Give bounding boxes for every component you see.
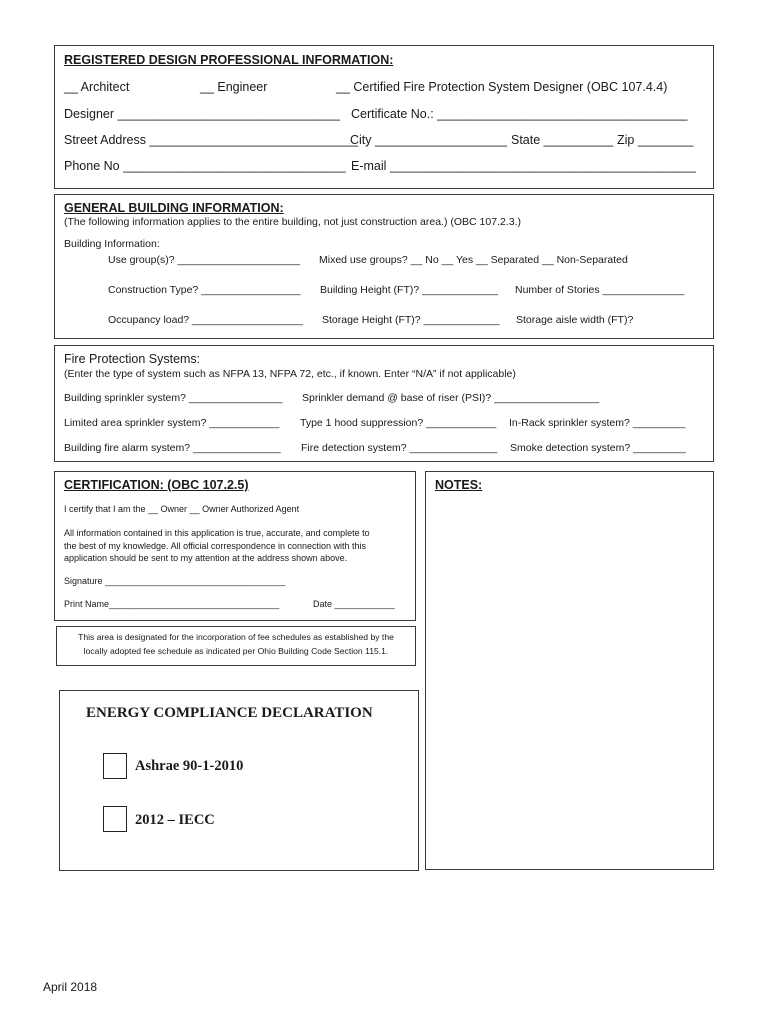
storage-aisle-width-label[interactable]: Storage aisle width (FT)? [516, 314, 634, 326]
iecc-label: 2012 – IECC [135, 812, 215, 828]
fee-schedule-text [56, 630, 416, 658]
certified-designer-option[interactable]: __ Certified Fire Protection System Designer (OBC 107.4.4) [336, 80, 668, 94]
zip-field[interactable]: Zip ________ [617, 133, 694, 147]
state-field[interactable]: State __________ [511, 133, 614, 147]
designer-field[interactable]: Designer ________________________________ [64, 107, 340, 121]
building-height-field[interactable]: Building Height (FT)? _____________ [320, 284, 499, 296]
certify-statement[interactable]: I certify that I am the __ Owner __ Owner Authorized Agent [64, 504, 300, 514]
fire-detection-field[interactable]: Fire detection system? _______________ [301, 442, 498, 454]
use-groups-field[interactable]: Use group(s)? _____________________ [108, 254, 301, 266]
notes-title: NOTES: [435, 478, 483, 492]
sprinkler-demand-field[interactable]: Sprinkler demand @ base of riser (PSI)? __________________ [302, 392, 600, 404]
stories-field[interactable]: Number of Stories ______________ [515, 284, 685, 296]
certification-title: CERTIFICATION: (OBC 107.2.5) [64, 478, 249, 492]
hood-suppression-field[interactable]: Type 1 hood suppression? ____________ [300, 417, 497, 429]
print-name-field[interactable]: Print Name__________________________________ [64, 599, 280, 609]
ashrae-label: Ashrae 90-1-2010 [135, 758, 244, 774]
architect-option[interactable]: __ Architect [64, 80, 130, 94]
fire-alarm-field[interactable]: Building fire alarm system? _______________ [64, 442, 281, 454]
phone-field[interactable]: Phone No ________________________________ [64, 159, 346, 173]
iecc-checkbox[interactable] [103, 806, 127, 832]
storage-height-field[interactable]: Storage Height (FT)? _____________ [322, 314, 500, 326]
energy-title: ENERGY COMPLIANCE DECLARATION [86, 705, 373, 721]
certification-paragraph-line: All information contained in this application is true, accurate, and complete to [64, 528, 370, 538]
mixed-use-field[interactable]: Mixed use groups? __ No __ Yes __ Separated __ Non-Separated [319, 254, 628, 266]
fps-note: (Enter the type of system such as NFPA 13, NFPA 72, etc., if known. Enter “N/A” if not applicable) [64, 368, 516, 380]
fps-title: Fire Protection Systems: [64, 352, 201, 366]
gbi-note: (The following information applies to the entire building, not just construction area.) (OBC 107.2.3.) [64, 216, 521, 228]
building-info-label: Building Information: [64, 238, 160, 250]
notes-area[interactable] [432, 496, 707, 864]
limited-sprinkler-field[interactable]: Limited area sprinkler system? ____________ [64, 417, 280, 429]
gbi-title: GENERAL BUILDING INFORMATION: [64, 201, 284, 215]
fee-schedule-line: This area is designated for the incorporation of fee schedules as established by the [78, 632, 394, 642]
city-field[interactable]: City ___________________ [350, 133, 508, 147]
date-field[interactable]: Date ____________ [313, 599, 395, 609]
footer-date: April 2018 [43, 980, 98, 994]
certification-paragraph-line: application should be sent to my attention at the address shown above. [64, 553, 348, 563]
certification-paragraph-line: the best of my knowledge. All official correspondence in connection with this [64, 541, 367, 551]
construction-type-field[interactable]: Construction Type? _________________ [108, 284, 301, 296]
signature-field[interactable]: Signature ____________________________________ [64, 576, 286, 586]
ashrae-checkbox[interactable] [103, 753, 127, 779]
sprinkler-field[interactable]: Building sprinkler system? ________________ [64, 392, 283, 404]
rdp-title: REGISTERED DESIGN PROFESSIONAL INFORMATION: [64, 53, 394, 67]
certificate-field[interactable]: Certificate No.: ____________________________________ [351, 107, 688, 121]
email-field[interactable]: E-mail ____________________________________________ [351, 159, 696, 173]
in-rack-sprinkler-field[interactable]: In-Rack sprinkler system? _________ [509, 417, 686, 429]
occupancy-load-field[interactable]: Occupancy load? ___________________ [108, 314, 304, 326]
engineer-option[interactable]: __ Engineer [200, 80, 268, 94]
smoke-detection-field[interactable]: Smoke detection system? _________ [510, 442, 686, 454]
street-address-field[interactable]: Street Address ______________________________ [64, 133, 359, 147]
fee-schedule-line: locally adopted fee schedule as indicated per Ohio Building Code Section 115.1. [83, 646, 389, 656]
